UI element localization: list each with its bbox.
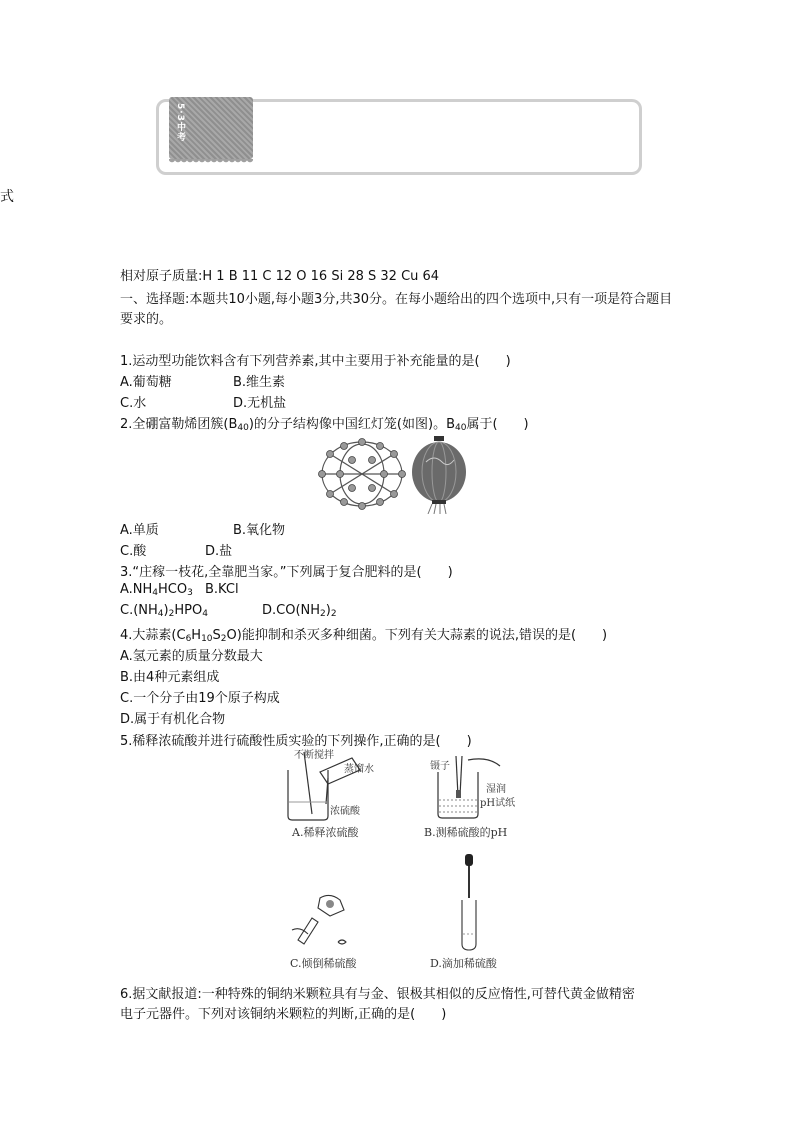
figure-a-label-water: 蒸馏水: [344, 764, 374, 775]
atomic-mass-line: 相对原子质量:H 1 B 11 C 12 O 16 Si 28 S 32 Cu 64: [120, 269, 440, 284]
q3-option-c: $C.(NH_4)_2HPO_4$: [120, 603, 208, 619]
q4-option-a: A.氢元素的质量分数最大: [120, 649, 263, 664]
q4-option-d: D.属于有机化合物: [120, 712, 226, 727]
figure-a-label-acid: 浓硫酸: [330, 806, 360, 817]
q1-option-c: C.水: [120, 396, 147, 411]
q4-option-b: B.由4种元素组成: [120, 670, 220, 685]
q3-stem: 3.“庄稼一枝花,全靠肥当家。”下列属于复合肥料的是( ): [120, 565, 453, 580]
q2-stem: 2.全硼富勒烯团簇$(B_{40})$的分子结构像中国红灯笼(如图)。$B_{40}$属于( ): [120, 417, 529, 433]
section-title-line-2: 要求的。: [120, 312, 173, 327]
q2-option-a: A.单质: [120, 523, 159, 538]
figure-b-caption: B.测稀硫酸的pH: [424, 826, 508, 839]
figure-c-pouring: [290, 890, 360, 954]
q6-stem-line-1: 6.据文献报道:一种特殊的铜纳米颗粒具有与金、银极其相似的反应惰性,可替代黄金做精密: [120, 987, 635, 1002]
figure-d-caption: D.滴加稀硫酸: [430, 957, 497, 970]
q5-stem: 5.稀释浓硫酸并进行硫酸性质实验的下列操作,正确的是( ): [120, 734, 472, 749]
q1-stem: 1.运动型功能饮料含有下列营养素,其中主要用于补充能量的是( ): [120, 354, 511, 369]
figure-b-label-tweezers: 镊子: [430, 761, 450, 772]
q2-option-c: C.酸: [120, 544, 147, 559]
figure-b-label-wet: 湿润: [486, 784, 506, 795]
q4-stem: 4.大蒜素$(C_6H_{10}S_2O)$能抑制和杀灭多种细菌。下列有关大蒜素的说法,错误的是( ): [120, 628, 608, 644]
figure-c-caption: C.倾倒稀硫酸: [290, 957, 357, 970]
q2-option-d: D.盐: [205, 544, 233, 559]
header-tab-label: 5·3中考: [175, 103, 185, 142]
figure-b-label-paper: pH试纸: [480, 798, 516, 809]
b40-cluster-image: [316, 436, 408, 512]
q6-stem-line-2: 电子元器件。下列对该铜纳米颗粒的判断,正确的是( ): [120, 1007, 447, 1022]
figure-a-label-stir: 不断搅拌: [294, 750, 334, 761]
figure-d-dropper: [454, 852, 484, 952]
figure-a-caption: A.稀释浓硫酸: [292, 826, 359, 839]
q4-option-c: C.一个分子由19个原子构成: [120, 691, 280, 706]
q3-option-a: $A.NH_4HCO_3$: [120, 582, 193, 598]
lantern-image: [410, 434, 468, 514]
q3-option-b: B.KCl: [205, 582, 239, 597]
q1-option-d: D.无机盐: [233, 396, 287, 411]
q1-option-a: A.葡萄糖: [120, 375, 172, 390]
section-title-line-1: 一、选择题:本题共10小题,每小题3分,共30分。在每小题给出的四个选项中,只有一项是符合题目: [120, 292, 673, 307]
edge-character: 式: [0, 189, 14, 205]
q1-option-b: B.维生素: [233, 375, 286, 390]
q3-option-d: $D.CO(NH_2)_2$: [262, 603, 337, 619]
q2-option-b: B.氧化物: [233, 523, 286, 538]
